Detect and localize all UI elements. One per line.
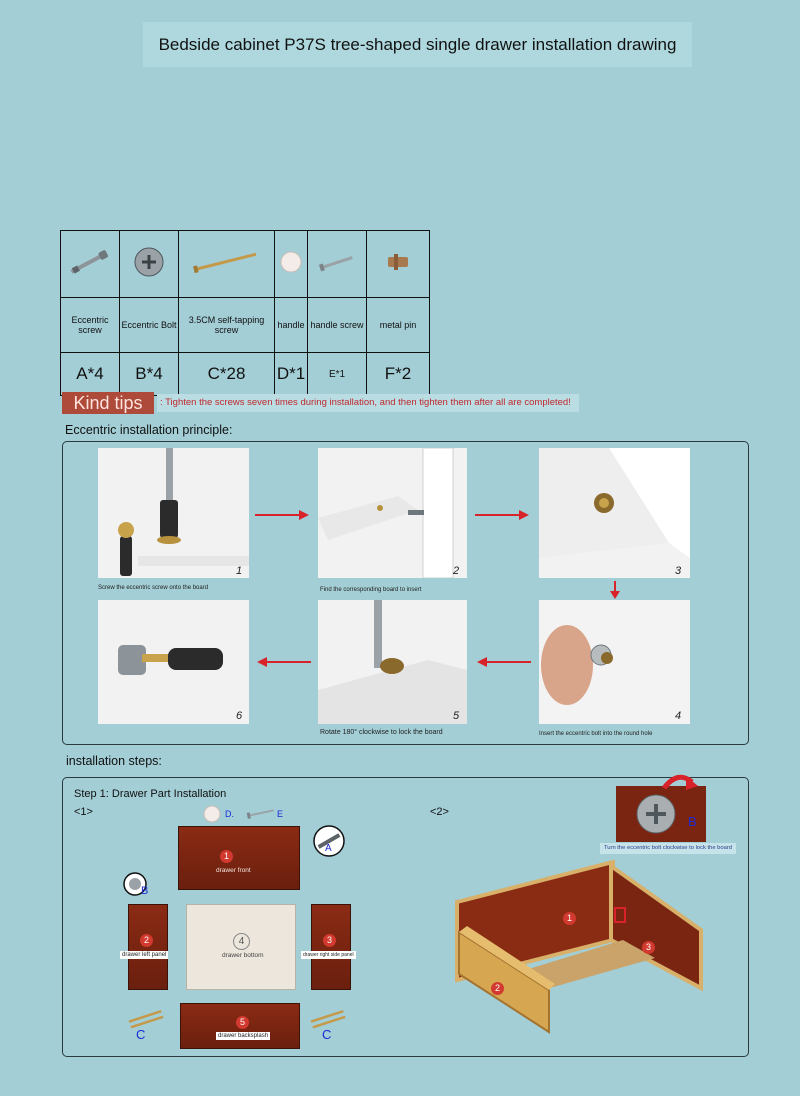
handle-screw-icon: [245, 806, 277, 820]
turn-caption: Turn the eccentric bolt clockwise to lock the board: [600, 843, 736, 854]
eccentric-heading: Eccentric installation principle:: [65, 423, 233, 437]
left-arrow-icon: [475, 655, 533, 669]
step-number: 6: [236, 710, 243, 722]
part-number-badge: 2: [140, 934, 153, 947]
parts-icon-row: [61, 231, 430, 298]
part-name: handle screw: [308, 298, 367, 353]
part-number-badge: 3: [642, 941, 655, 954]
label-b: B: [141, 885, 149, 897]
label-e: E: [277, 809, 284, 819]
sub-step-2: <2>: [430, 806, 449, 818]
step-photo-1: [98, 448, 249, 578]
handle-icon: [203, 803, 221, 825]
step-number: 1: [236, 565, 243, 577]
step1-title: Step 1: Drawer Part Installation: [74, 788, 227, 800]
step-photo-5: [318, 600, 467, 724]
label-d: D.: [225, 809, 234, 819]
label-a: A: [325, 843, 332, 854]
drawer-backsplash-label: drawer backsplash: [218, 1033, 269, 1039]
part-name: Eccentric screw: [61, 298, 120, 353]
part-number-badge: 2: [491, 982, 504, 995]
step-number: 3: [675, 565, 682, 577]
part-name: handle: [275, 298, 308, 353]
step-caption: Screw the eccentric screw onto the board: [98, 585, 209, 591]
drawer-left-panel-label: drawer left panel: [122, 952, 167, 958]
right-arrow-icon: [253, 508, 311, 522]
drawer-right-panel-label: drawer right side panel: [303, 952, 354, 958]
part-name: 3.5CM self-tapping screw: [179, 298, 275, 353]
part-number-badge: 1: [220, 850, 233, 863]
part-number-badge: 1: [563, 912, 576, 925]
parts-table: [60, 230, 430, 396]
down-arrow-icon: [608, 580, 622, 600]
page-title: Bedside cabinet P37S tree-shaped single drawer installation drawing: [158, 35, 677, 54]
label-c: C: [322, 1027, 332, 1042]
self-tapping-screw-icon: [179, 231, 275, 298]
drawer-front-label: drawer front: [216, 867, 251, 874]
step-photo-6: [98, 600, 249, 724]
handle-screw-icon: [308, 231, 367, 298]
install-heading: installation steps:: [66, 754, 162, 768]
step-number: 2: [453, 565, 460, 577]
step-number: 5: [453, 710, 460, 722]
part-qty: A*4: [61, 353, 120, 396]
part-name: metal pin: [367, 298, 430, 353]
step-caption: Rotate 180° clockwise to lock the board: [320, 729, 443, 736]
drawer-bottom-label: drawer bottom: [222, 952, 264, 959]
kind-tips-text: : Tighten the screws seven times during installation, and then tighten them after all are completed!: [160, 397, 571, 408]
part-qty: E*1: [308, 353, 367, 396]
assembled-drawer-illustration: [455, 860, 705, 1040]
sub-step-1: <1>: [74, 806, 93, 818]
part-number-badge: 4: [233, 933, 250, 950]
drawer-left-panel: [128, 904, 168, 990]
rotate-arrow-icon: [660, 770, 700, 800]
part-qty: C*28: [179, 353, 275, 396]
part-name: Eccentric Bolt: [120, 298, 179, 353]
part-qty: B*4: [120, 353, 179, 396]
step-photo-2: [318, 448, 467, 578]
step-caption: Insert the eccentric bolt into the round hole: [539, 731, 653, 737]
handle-icon: [275, 231, 308, 298]
part-number-badge: 3: [323, 934, 336, 947]
eccentric-screw-icon: [61, 231, 120, 298]
metal-pin-icon: [367, 231, 430, 298]
self-tapping-screw-icon: [126, 1008, 166, 1030]
parts-name-row: [61, 298, 430, 353]
drawer-front-panel: [178, 826, 300, 890]
part-qty: F*2: [367, 353, 430, 396]
step-caption: Find the corresponding board to insert: [320, 587, 422, 593]
right-arrow-icon: [473, 508, 531, 522]
label-b: B: [688, 814, 697, 829]
drawer-right-panel: [311, 904, 351, 990]
step-photo-4: [539, 600, 690, 724]
part-number-badge: 5: [236, 1016, 249, 1029]
step-photo-3: [539, 448, 690, 578]
label-c: C: [136, 1027, 146, 1042]
left-arrow-icon: [255, 655, 313, 669]
kind-tips-label: Kind tips: [73, 393, 143, 413]
parts-qty-row: [61, 353, 430, 396]
eccentric-bolt-icon: [120, 231, 179, 298]
step-number: 4: [675, 710, 682, 722]
part-qty: D*1: [275, 353, 308, 396]
